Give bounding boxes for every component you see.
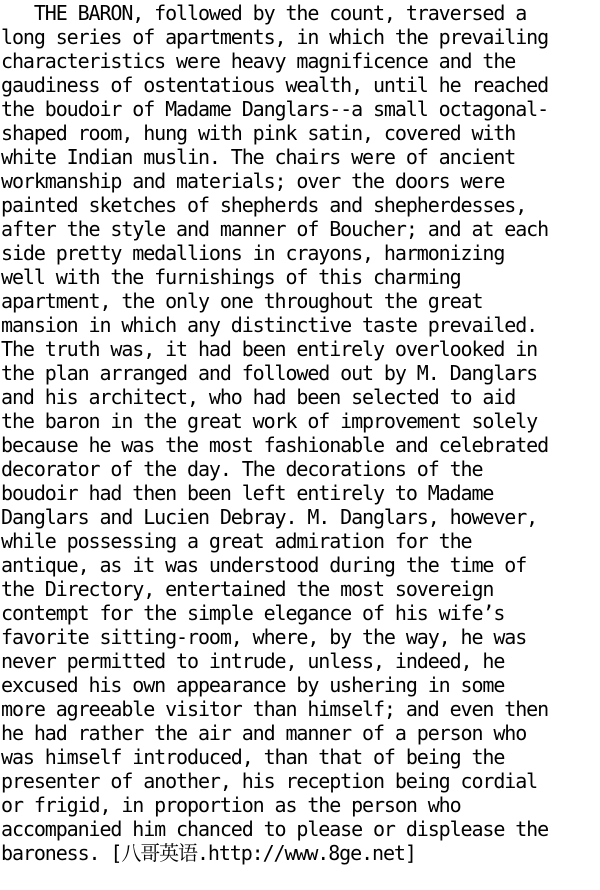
text-line: gaudiness of ostentatious wealth, until he reached — [1, 73, 549, 97]
text-line: boudoir had then been left entirely to Madame — [1, 481, 494, 505]
text-line: mansion in which any distinctive taste prevailed. — [1, 313, 538, 337]
text-line: characteristics were heavy magnificence and the — [1, 49, 516, 73]
text-line: painted sketches of shepherds and shepherdesses, — [1, 193, 527, 217]
text-line: accompanied him chanced to please or displease the — [1, 817, 549, 841]
text-line: long series of apartments, in which the prevailing — [1, 25, 549, 49]
text-line: side pretty medallions in crayons, harmonizing — [1, 241, 505, 265]
text-line: workmanship and materials; over the doors were — [1, 169, 505, 193]
text-line: decorator of the day. The decorations of the — [1, 457, 483, 481]
text-line: or frigid, in proportion as the person who — [1, 793, 461, 817]
text-line: white Indian muslin. The chairs were of ancient — [1, 145, 516, 169]
text-line: the baron in the great work of improvement solely — [1, 409, 538, 433]
text-line: the plan arranged and followed out by M. Danglars — [1, 361, 538, 385]
text-line: apartment, the only one throughout the great — [1, 289, 483, 313]
text-line: antique, as it was understood during the time of — [1, 553, 527, 577]
text-line: he had rather the air and manner of a person who — [1, 721, 527, 745]
text-line: presenter of another, his reception being cordial — [1, 769, 538, 793]
text-line: and his architect, who had been selected to aid — [1, 385, 516, 409]
text-line: excused his own appearance by ushering in some — [1, 673, 505, 697]
text-line: well with the furnishings of this charming — [1, 265, 461, 289]
text-line: THE BARON, followed by the count, traversed a — [1, 1, 527, 25]
text-line: Danglars and Lucien Debray. M. Danglars, however, — [1, 505, 538, 529]
text-line: after the style and manner of Boucher; and at each — [1, 217, 549, 241]
text-line: shaped room, hung with pink satin, covered with — [1, 121, 516, 145]
text-line: because he was the most fashionable and celebrated — [1, 433, 549, 457]
text-line: The truth was, it had been entirely overlooked in — [1, 337, 538, 361]
document-text — [1, 1, 599, 865]
text-line: baroness. [八哥英语.http://www.8ge.net] — [1, 841, 416, 865]
text-line: contempt for the simple elegance of his wife’s — [1, 601, 505, 625]
text-line: more agreeable visitor than himself; and even then — [1, 697, 549, 721]
text-line: favorite sitting-room, where, by the way, he was — [1, 625, 527, 649]
text-line: while possessing a great admiration for the — [1, 529, 472, 553]
text-line: the Directory, entertained the most sovereign — [1, 577, 494, 601]
text-line: never permitted to intrude, unless, indeed, he — [1, 649, 505, 673]
text-line: the boudoir of Madame Danglars--a small octagonal- — [1, 97, 549, 121]
text-line: was himself introduced, than that of being the — [1, 745, 505, 769]
